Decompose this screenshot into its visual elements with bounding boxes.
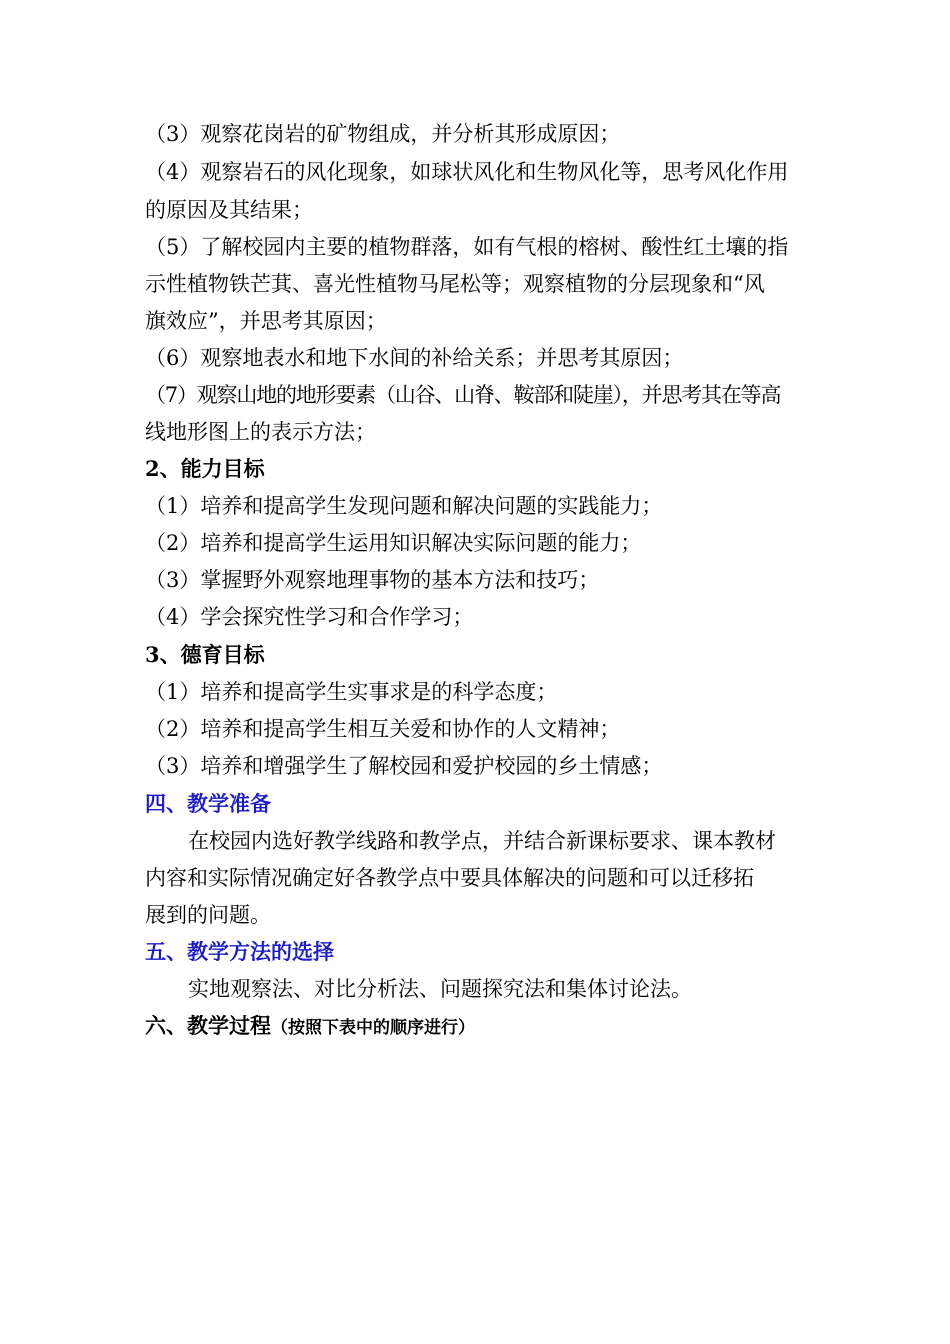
ability-item-1: （1）培养和提高学生发现问题和解决问题的实践能力； xyxy=(145,494,663,518)
prep-line-3: 展到的问题。 xyxy=(145,903,271,927)
process-heading-line xyxy=(145,1013,815,1041)
prep-line-2: 内容和实际情况确定好各教学点中要具体解决的问题和可以迁移拓 xyxy=(145,866,754,890)
prep-line-1: 在校园内选好教学线路和教学点，并结合新课标要求、课本教材 xyxy=(188,829,776,853)
moral-heading: 3、德育目标 xyxy=(145,642,265,667)
objective-line-5b: 示性植物铁芒萁、喜光性植物马尾松等；观察植物的分层现象和“风 xyxy=(145,272,765,296)
objective-line-5c: 旗效应”，并思考其原因； xyxy=(145,309,387,333)
moral-item-1: （1）培养和提高学生实事求是的科学态度； xyxy=(145,680,558,704)
ability-item-3: （3）掌握野外观察地理事物的基本方法和技巧； xyxy=(145,568,600,592)
objective-line-4a: （4）观察岩石的风化现象，如球状风化和生物风化等，思考风化作用 xyxy=(145,160,789,184)
objective-line-7b: 线地形图上的表示方法； xyxy=(145,420,376,444)
ability-item-2: （2）培养和提高学生运用知识解决实际问题的能力； xyxy=(145,531,642,555)
process-note: （按照下表中的顺序进行） xyxy=(271,1018,475,1038)
moral-item-2: （2）培养和提高学生相互关爱和协作的人文精神； xyxy=(145,717,621,741)
objective-line-6: （6）观察地表水和地下水间的补给关系；并思考其原因； xyxy=(145,346,684,370)
objective-line-5a: （5）了解校园内主要的植物群落，如有气根的榕树、酸性红土壤的指 xyxy=(145,235,789,259)
objective-line-3: （3）观察花岗岩的矿物组成，并分析其形成原因； xyxy=(145,122,621,146)
ability-item-4: （4）学会探究性学习和合作学习； xyxy=(145,605,474,629)
moral-item-3: （3）培养和增强学生了解校园和爱护校园的乡土情感； xyxy=(145,754,663,778)
ability-heading: 2、能力目标 xyxy=(145,456,265,481)
prep-heading: 四、教学准备 xyxy=(145,791,271,816)
process-heading: 六、教学过程 xyxy=(145,1013,271,1038)
objective-line-4b: 的原因及其结果； xyxy=(145,198,313,222)
objective-line-7a: （7）观察山地的地形要素（山谷、山脊、鞍部和陡崖），并思考其在等高 xyxy=(145,383,781,407)
method-text: 实地观察法、对比分析法、问题探究法和集体讨论法。 xyxy=(188,977,692,1001)
method-heading: 五、教学方法的选择 xyxy=(145,939,334,964)
